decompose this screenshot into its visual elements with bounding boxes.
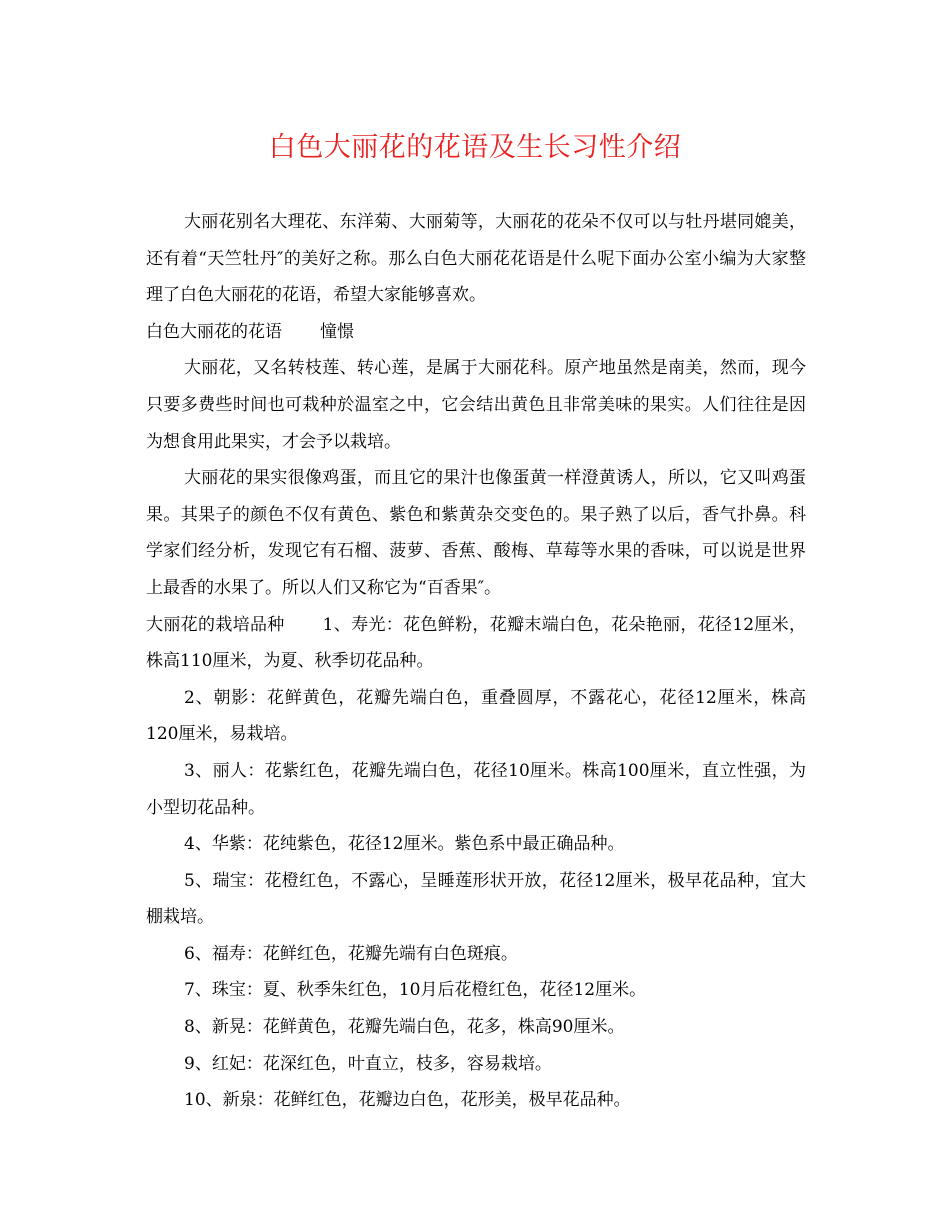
flower-language-label: 白色大丽花的花语 [146,321,282,342]
body-paragraph-1: 大丽花，又名转枝莲、转心莲，是属于大丽花科。原产地虽然是南美，然而，现今只要多费些时间也可栽种於温室之中，它会结出黄色且非常美味的果实。人们往往是因为想食用此果实，才会予以栽培。 [146,358,806,452]
variety-item-6: 6、福寿：花鲜红色，花瓣先端有白色斑痕。 [184,943,518,964]
variety-item-5: 5、瑞宝：花橙红色，不露心，呈睡莲形状开放，花径12厘米，极早花品种，宜大棚栽培。 [146,870,806,928]
variety-item-10: 10、新泉：花鲜红色，花瓣边白色，花形美，极早花品种。 [184,1090,631,1111]
document-title: 白色大丽花的花语及生长习性介绍 [268,132,682,163]
variety-item-9: 9、红妃：花深红色，叶直立，枝多，容易栽培。 [184,1053,552,1074]
variety-item-3: 3、丽人：花紫红色，花瓣先端白色，花径10厘米。株高100厘米，直立性强，为小型切花品种。 [146,760,806,818]
varieties-label: 大丽花的栽培品种 [146,614,285,635]
variety-text-1: 1、寿光：花色鲜粉，花瓣末端白色，花朵艳丽，花径12厘米，株高110厘米，为夏、秋季切花品种。 [146,614,806,672]
variety-item-2: 2、朝影：花鲜黄色，花瓣先端白色，重叠圆厚，不露花心，花径12厘米，株高120厘米，易栽培。 [146,687,806,745]
document-body [146,204,806,1119]
body-paragraph-2: 大丽花的果实很像鸡蛋，而且它的果汁也像蛋黄一样澄黄诱人，所以，它又叫鸡蛋果。其果子的颜色不仅有黄色、紫色和紫黄杂交变色的。果子熟了以后，香气扑鼻。科学家们经分析，发现它有石榴、菠萝、香蕉、酸梅、草莓等水果的香味，可以说是世界上最香的水果了。所以人们又称它为“百香果″。 [146,468,806,598]
flower-language-line [146,314,806,351]
variety-item-7: 7、珠宝：夏、秋季朱红色，10月后花橙红色，花径12厘米。 [184,980,647,1001]
intro-paragraph: 大丽花别名大理花、东洋菊、大丽菊等，大丽花的花朵不仅可以与牡丹堪同媲美，还有着“天竺牡丹″的美好之称。那么白色大丽花花语是什么呢下面办公室小编为大家整理了白色大丽花的花语，希望大家能够喜欢。 [146,212,806,306]
variety-item-4: 4、华紫：花纯紫色，花径12厘米。紫色系中最正确品种。 [184,834,625,855]
variety-item-1 [146,607,806,680]
variety-item-8: 8、新晃：花鲜黄色，花瓣先端白色，花多，株高90厘米。 [184,1017,625,1038]
flower-language-value: 憧憬 [320,321,354,342]
